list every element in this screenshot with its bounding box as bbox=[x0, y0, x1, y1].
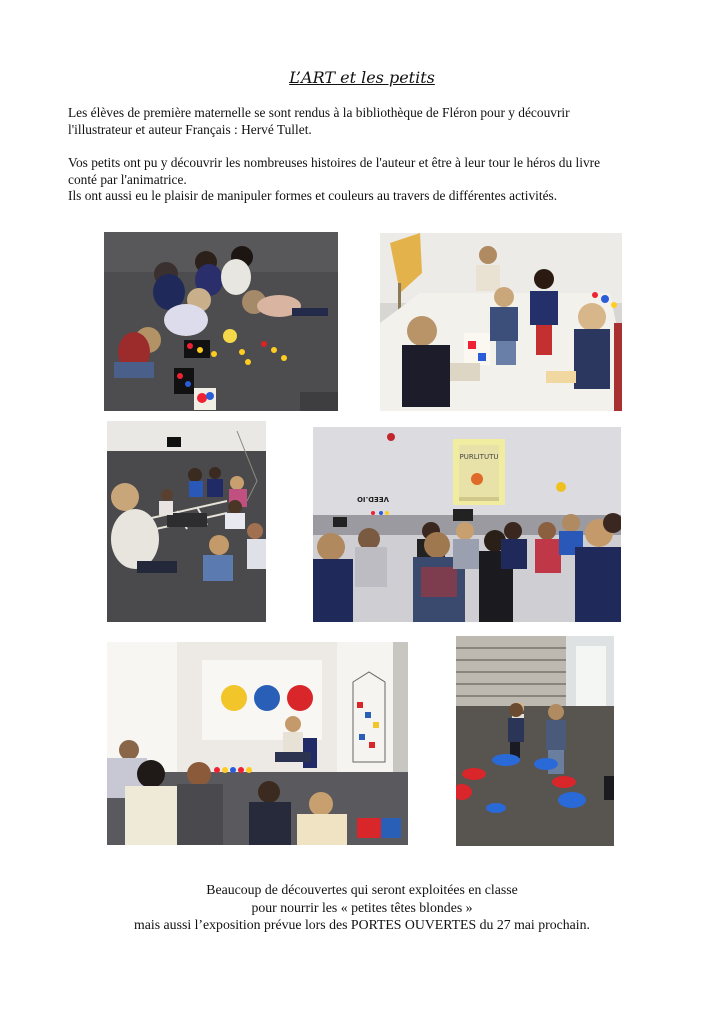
stories-paragraph bbox=[68, 154, 668, 188]
photo-children-reading-sheet bbox=[380, 233, 622, 411]
activities-paragraph: Ils ont aussi eu le plaisir de manipuler formes et couleurs au travers de différentes activités. bbox=[68, 188, 558, 203]
intro-line-2: l'illustrateur et auteur Français : Hervé Tullet. bbox=[68, 122, 312, 137]
intro-paragraph bbox=[68, 104, 668, 138]
photo-adult-children-floor bbox=[107, 421, 266, 622]
photo-children-floor-circles bbox=[456, 636, 614, 846]
footer-line-2: pour nourrir les « petites têtes blondes » bbox=[251, 899, 473, 915]
photo-storytelling-dots bbox=[107, 642, 408, 845]
photo-children-floor-topview bbox=[104, 232, 338, 411]
footer-paragraph bbox=[0, 881, 724, 934]
intro-line-1: Les élèves de première maternelle se sont rendus à la bibliothèque de Fléron pour y découvrir bbox=[68, 105, 570, 120]
stories-line-2: conté par l'animatrice. bbox=[68, 172, 187, 187]
footer-line-1: Beaucoup de découvertes qui seront exploitées en classe bbox=[206, 882, 518, 897]
projector-brand-label: VEED.IO bbox=[356, 495, 389, 503]
projection-title: PURLITUTU bbox=[459, 453, 499, 461]
stories-line-1: Vos petits ont pu y découvrir les nombreuses histoires de l'auteur et être à leur tour le héros du livre bbox=[68, 155, 601, 170]
footer-line-3: mais aussi l’exposition prévue lors des PORTES OUVERTES du 27 mai prochain. bbox=[134, 917, 590, 932]
page-title: L’ART et les petits bbox=[289, 68, 435, 87]
photo-children-projection bbox=[313, 427, 621, 622]
